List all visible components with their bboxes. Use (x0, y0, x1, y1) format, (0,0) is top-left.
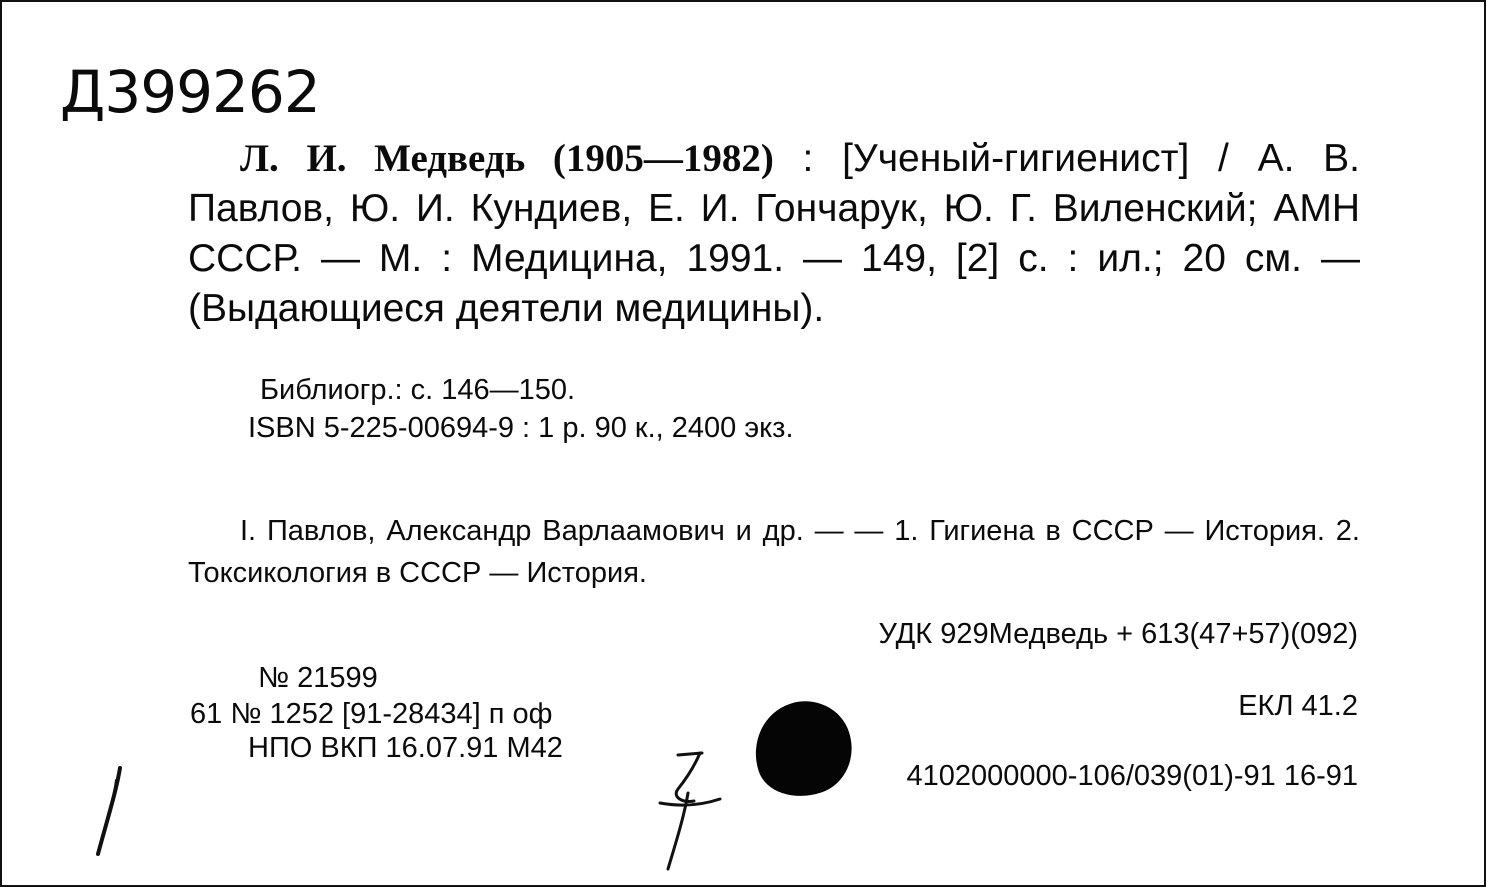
isbn-note: ISBN 5-225-00694-9 : 1 р. 90 к., 2400 экз. (248, 412, 794, 444)
ink-blot (742, 689, 864, 809)
entry-heading: Л. И. Медведь (1905—1982) (240, 137, 774, 180)
entry-body: : [Ученый-гигиенист] / А. В. Павлов, Ю. И. Кундиев, Е. И. Гончарук, Ю. Г. Виленский; АМН СССР. — М. : Медицина, 1991. — 149, [2] с. : ил.; 20 см. — (Выдающиеся деятели медицины). (188, 137, 1360, 330)
printer-info: НПО ВКП 16.07.91 М42 (248, 732, 563, 764)
handwritten-signature-mark (642, 747, 732, 877)
shelf-mark: Д399262 (60, 58, 320, 126)
order-number: 61 № 1252 [91-28434] п оф (190, 698, 553, 730)
ekl-classification: ЕКЛ 41.2 (1238, 690, 1358, 722)
catalog-code: 4102000000-106/039(01)-91 16-91 (906, 760, 1358, 792)
registration-number: № 21599 (258, 662, 378, 694)
subject-headings: I. Павлов, Александр Варлаамович и др. — — 1. Гигиена в СССР — История. 2. Токсикология в СССР — История. (188, 515, 1360, 589)
bibliography-note: Библиогр.: с. 146—150. (260, 374, 576, 406)
udk-classification: УДК 929Медведь + 613(47+57)(092) (878, 618, 1358, 650)
handwritten-stroke-mark (86, 762, 136, 862)
bibliographic-entry (188, 134, 1360, 334)
